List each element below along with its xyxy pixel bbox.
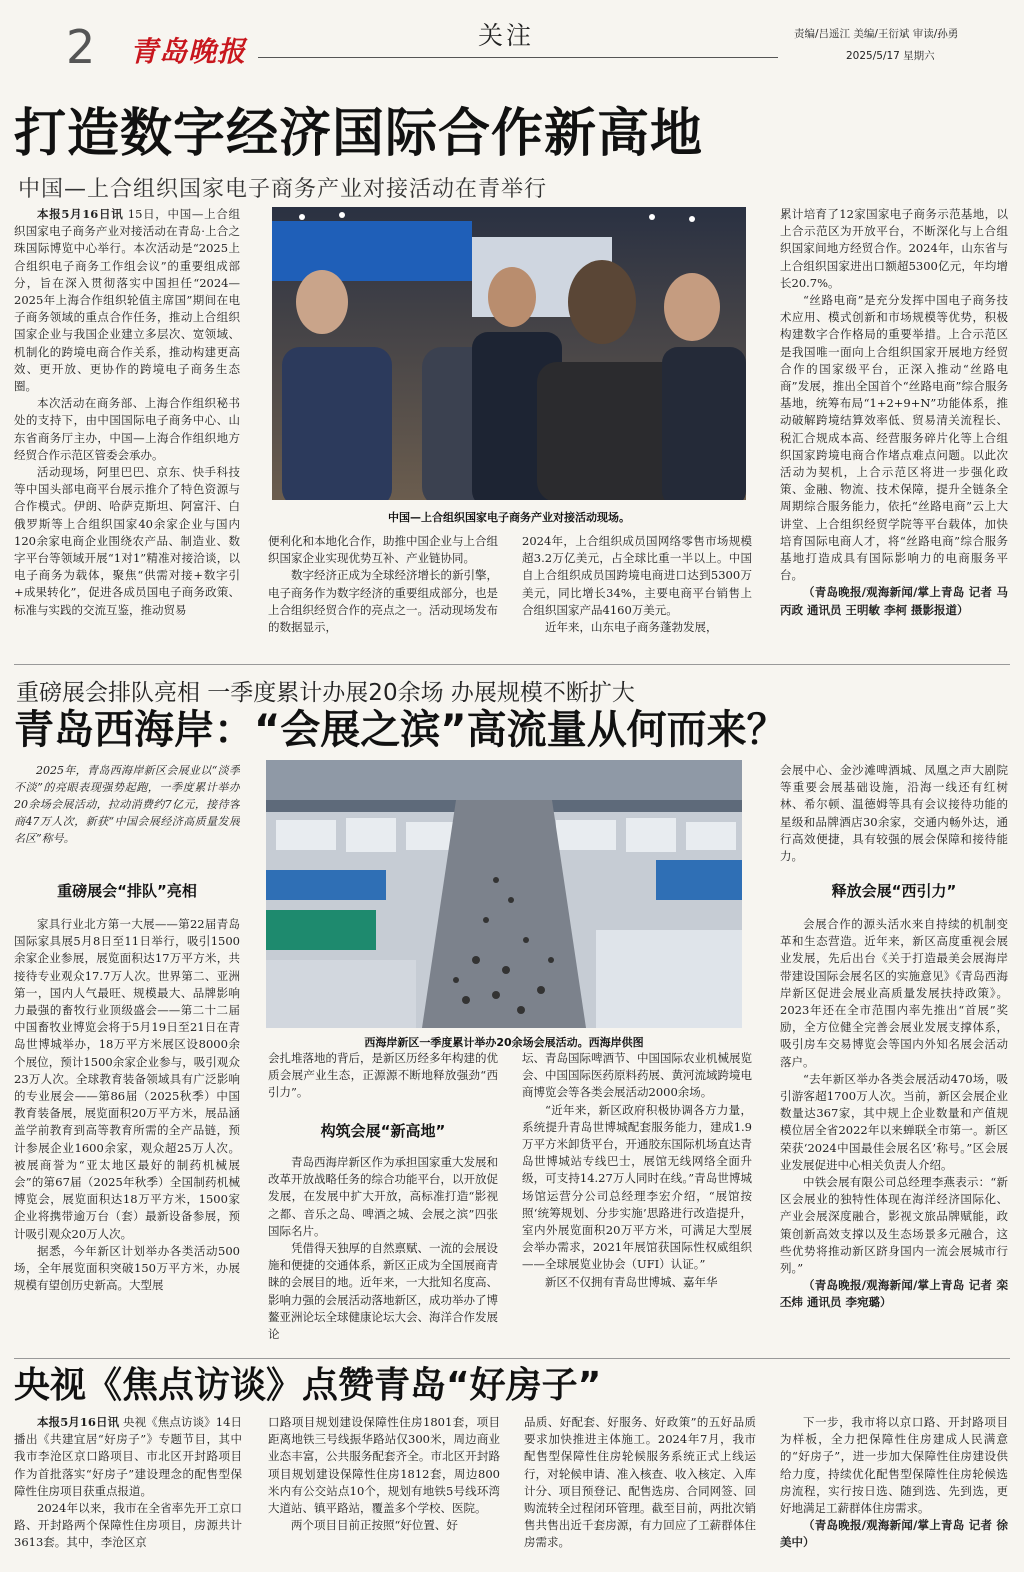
editors-line: 责编/吕遥江 美编/王衍斌 审读/孙勇	[794, 28, 959, 40]
article1-col3	[522, 533, 752, 655]
article3-text: 品质、好配套、好服务、好政策”的五好品质要求加快推进主体施工。2024年7月，我市配售型保障性住房轮候服务系统正式上线运行，对轮候申请、准入核查、收入核定、入库计分、项目预登记、配售选房、合同网签、回购流转全过程闭环管理。截至目前，两批次销售共售出近千套房源，有力回应了工薪群体住房需求。	[524, 1415, 756, 1550]
article2-credit: （青岛晚报/观海新闻/掌上青岛 记者 栾丕炜 通讯员 李宛璐）	[780, 1278, 1008, 1310]
article2-subhead-2: 构筑会展“新高地”	[320, 1122, 446, 1140]
expo-hall-photo	[266, 760, 742, 1028]
masthead-rule	[258, 57, 778, 58]
section-divider	[14, 664, 1010, 665]
article3-text: 两个项目目前正按照“好位置、好	[291, 1518, 458, 1533]
article1-text: 近年来，山东电子商务蓬勃发展，	[545, 620, 718, 635]
article3-col2	[268, 1414, 500, 1570]
article2-intro	[14, 762, 240, 868]
article3-text: 央视《焦点访谈》14日播出《共建宜居“好房子”》专题节目，其中我市李沧区京口路项目、市北区开封路项目作为首批落实“好房子”建设理念的配售型保障性住房项目获重点报道。	[14, 1415, 242, 1498]
article3-credit: （青岛晚报/观海新闻/掌上青岛 记者 徐美中）	[780, 1518, 1008, 1550]
section-divider	[14, 1358, 1010, 1359]
article2-text: 家具行业北方第一大展——第22届青岛国际家具展5月8日至11日举行，吸引1500余家企业参展，展览面积达17万平方米，共接待专业观众17.7万人次。世界第二、亚洲第一，国内人气最旺、规模最大、品牌影响力最强的畜牧行业顶级盛会——第二十二届中国畜牧业博览会将于5月19日至21日在青岛世博城举办，18万平方米展区设8000余个展位，预计1500余家企业参与，吸引观众23万人次。全球教育装备领域具有广泛影响的专业展会——第86届（2025秋季）中国教育装备展，展览面积20万平方米，展品涵盖学前教育到高等教育所需的全产品链，预计参展企业1600余家，观众超25万人次。被展商誉为“亚太地区最好的制药机械展会”的第67届（2025年秋季）全国制药机械博览会，展览面积达18万平方米，1500家企业将携带逾万台（套）最新设备参展，预计吸引观众20万人次。	[14, 917, 240, 1241]
article2-text: 会扎堆落地的背后，是新区历经多年构建的优质会展产业生态，正源源不断地释放强劲“西引力”。	[268, 1051, 498, 1100]
article3-col4	[780, 1414, 1008, 1570]
article2-col4b	[780, 916, 1008, 1352]
article1-credit: （青岛晚报/观海新闻/掌上青岛 记者 马丙政 通讯员 王明敏 李柯 摄影报道）	[780, 585, 1008, 617]
article2-text: “近年来，新区政府积极协调各方力量，系统提升青岛世博城配套服务能力，建成1.9万平方米卸货平台，开通胶东国际机场直达青岛世博城站专线巴士，展馆无线网络全面升级，可支持14.27万人同时在线。”青岛世博城场馆运营分公司总经理李宏介绍，“展馆按照‘统筹规划、分步实施’思路进行改造提升，室内外展览面积20万平方米，可满足大型展会举办需求，2021年展馆获国际性权威组织——全球展览业协会（UFI）认证。”	[522, 1102, 752, 1272]
article1-text: 便利化和本地化合作，助推中国企业与上合组织国家企业实现优势互补、产业链协同。	[268, 534, 498, 566]
article2-kicker: 重磅展会排队亮相 一季度累计办展20余场 办展规模不断扩大	[16, 680, 635, 706]
article3-text: 下一步，我市将以京口路、开封路项目为样板，全力把保障性住房建成人民满意的“好房子”，进一步加大保障性住房建设供给力度，持续优化配售型保障性住房轮候选房流程，实行按日选、随到选、先到选，更好地满足工薪群体住房需求。	[780, 1415, 1008, 1516]
article2-photo	[266, 760, 742, 1028]
article2-subhead-3: 释放会展“西引力”	[831, 882, 957, 900]
article1-dateline: 本报5月16日讯	[37, 207, 124, 221]
article1-text: 本次活动在商务部、上海合作组织秘书处的支持下，由中国国际电子商务中心、山东省商务厅主办，中国—上海合作组织地方经贸合作示范区管委会承办。	[14, 396, 240, 462]
article2-headline: 青岛西海岸：“会展之滨”高流量从何而来？	[14, 707, 787, 753]
article2-text: 中铁会展有限公司总经理李燕表示：“新区会展业的独特性体现在海洋经济国际化、产业会展深度融合，影视文旅品牌赋能，政策创新高效支撑以及生态场景多元融合，这些优势将推动新区跻身国内一流会展城市行列。”	[780, 1175, 1008, 1276]
article1-headline: 打造数字经济国际合作新高地	[14, 104, 704, 164]
article2-text: “去年新区举办各类会展活动470场，吸引游客超1700万人次。当前，新区会展企业数量达367家，其中规上企业数量和产值规模位居全省2022年以来蝉联全市第一。新区荣获‘2024中国最佳会展名区’称号。”区会展业发展促进中心相关负责人介绍。	[780, 1071, 1008, 1172]
article2-col4	[780, 762, 1008, 868]
article2-text: 会展中心、金沙滩啤酒城、凤凰之声大剧院等重要会展基础设施，沿海一线还有红树林、希尔顿、温德姆等具有会议接待功能的星级和品牌酒店30余家，交通内畅外达，通行高效便捷，具有较强的展会保障和接待能力。	[780, 763, 1008, 864]
article2-text: 会展合作的源头活水来自持续的机制变革和生态营造。近年来，新区高度重视会展业发展，先后出台《关于打造最美会展海岸带建设国际会展名区的实施意见》《青岛西海岸新区促进会展业高质量发展扶持政策》。2023年还在全市范围内率先推出“首展”奖励，全方位健全完善会展业发展支撑体系，吸引房车交易博览会等国内外知名展会活动落户。	[780, 917, 1008, 1069]
article2-text: 新区不仅拥有青岛世博城、嘉年华	[545, 1274, 718, 1289]
article1-photo	[272, 207, 746, 500]
article1-col1	[14, 206, 240, 654]
article1-col2	[268, 533, 498, 655]
article3-text: 2024年以来，我市在全省率先开工京口路、开封路两个保障性住房项目，房源共计3613套。其中，李沧区京	[14, 1501, 242, 1550]
article2-text: 据悉，今年新区计划举办各类活动500场，全年展览面积突破150万平方米，办展规模有望创历史新高。大型展	[14, 1243, 240, 1293]
article1-text: 活动现场，阿里巴巴、京东、快手科技等中国头部电商平台展示推介了特色资源与合作模式。伊朗、哈萨克斯坦、阿富汗、白俄罗斯等上合组织国家40余家企业与国内120余家电商企业围绕农产品、制造业、数字平台等领域开展“1对1”精准对接洽谈，以电子商务为载体，聚焦“供需对接+数字引+成果转化”，促进各成员国电子商务政策、标准与实践的交流互鉴，推动贸易	[14, 465, 240, 617]
article3-dateline: 本报5月16日讯	[37, 1415, 120, 1429]
article1-photo-caption: 中国—上合组织国家电子商务产业对接活动现场。	[388, 511, 630, 524]
article1-text: “丝路电商”是充分发挥中国电子商务技术应用、模式创新和市场规模等优势，积极构建数字合作格局的重要举措。上合示范区是我国唯一面向上合组织国家开展地方经贸合作的国家级平台，正深入推动“丝路电商”发展，推出全国首个“丝路电商”综合服务基地，统筹布局“1+2+9+N”功能体系，推动破解跨境结算效率低、贸易清关流程长、税汇合规成本高、经营服务碎片化等上合组织国家跨境电商合作堵点难点问题。以此次活动为契机，上合示范区将进一步强化政策、金融、物流、技术保障，提升全链条全周期综合服务能力，依托“丝路电商”云上大讲堂、上合组织经贸学院等平台载体，加快培育国际电商人才，将“丝路电商”综合服务基地打造成具有国际影响力的电商服务平台。	[780, 293, 1008, 583]
article2-subhead-1: 重磅展会“排队”亮相	[57, 882, 197, 900]
article1-text: 2024年，上合组织成员国网络零售市场规模超3.2万亿美元，占全球比重一半以上。中国自上合组织成员国跨境电商进口达到5300万美元，同比增长34%，主要电商平台销售上合组织国家产品4160万美元。	[522, 534, 752, 617]
issue-date: 2025/5/17 星期六	[846, 50, 935, 62]
article2-col2	[268, 1050, 498, 1100]
article1-text: 累计培育了12家国家电子商务示范基地，以上合示范区为开放平台，不断深化与上合组织国家间地方经贸合作。2024年，山东省与上合组织国家进出口额超5300亿元，年均增长20.7%。	[780, 207, 1008, 290]
article1-text: 数字经济正成为全球经济增长的新引擎，电子商务作为数字经济的重要组成部分，也是上合组织经贸合作的亮点之一。活动现场发布的数据显示，	[268, 568, 498, 635]
article3-col1	[14, 1414, 242, 1570]
article1-subheadline: 中国—上合组织国家电子商务产业对接活动在青举行	[18, 177, 548, 202]
article2-text: 青岛西海岸新区作为承担国家重大发展和改革开放战略任务的综合功能平台，以开放促发展，在发展中扩大开放，高标准打造“影视之都、音乐之岛、啤酒之城、会展之滨”四张国际名片。	[268, 1155, 498, 1238]
article2-col2b	[268, 1154, 498, 1350]
paper-logo: 青岛晚报	[130, 35, 247, 68]
article3-col3	[524, 1414, 756, 1570]
article2-photo-caption: 西海岸新区一季度累计举办20余场会展活动。西海岸供图	[364, 1036, 644, 1049]
conference-photo	[272, 207, 746, 500]
article2-col3	[522, 1050, 752, 1350]
article3-headline: 央视《焦点访谈》点赞青岛“好房子”	[14, 1365, 602, 1406]
article3-text: 口路项目规划建设保障性住房1801套，项目距离地铁三号线振华路站仅300米，周边商业业态丰富，公共服务配套齐全。市北区开封路项目规划建设保障性住房1812套，周边800米内有公交站点10个，规划有地铁5号线环湾大道站、镇平路站，覆盖多个学校、医院。	[268, 1415, 500, 1516]
article1-text: 15日，中国—上合组织国家电子商务产业对接活动在青岛·上合之珠国际博览中心举行。本次活动是“2025上合组织电子商务工作组会议”的重要组成部分，旨在深入贯彻落实中国担任“2024—2025年上海合作组织轮值主席国”期间在电子商务领域的重点合作任务，推动上合组织国家企业与我国企业建立多层次、宽领域、机制化的跨境电商合作关系，推动构建更高效、更开放、更协作的跨境电子商务生态圈。	[14, 207, 240, 394]
article1-col4	[780, 206, 1008, 658]
page-number: 2	[66, 20, 96, 74]
article2-text: 凭借得天独厚的自然禀赋、一流的会展设施和便捷的交通体系，新区正成为全国展商青睐的会展目的地。近年来，一大批知名度高、影响力强的会展活动落地新区，成功举办了博鳌亚洲论坛全球健康论坛大会、海洋合作发展论	[268, 1241, 498, 1342]
article2-text: 坛、青岛国际啤酒节、中国国际农业机械展览会、中国国际医药原料药展、黄河流域跨境电商博览会等各类会展活动2000余场。	[522, 1051, 752, 1100]
article2-intro-text: 2025年，青岛西海岸新区会展业以“淡季不淡”的亮眼表现强势起跑，一季度累计举办20余场会展活动，拉动消费约7亿元，接待客商47万人次，新获“中国会展经济高质量发展名区”称号。	[14, 764, 240, 845]
article2-col1	[14, 916, 240, 1350]
section-label: 关注	[478, 21, 535, 50]
